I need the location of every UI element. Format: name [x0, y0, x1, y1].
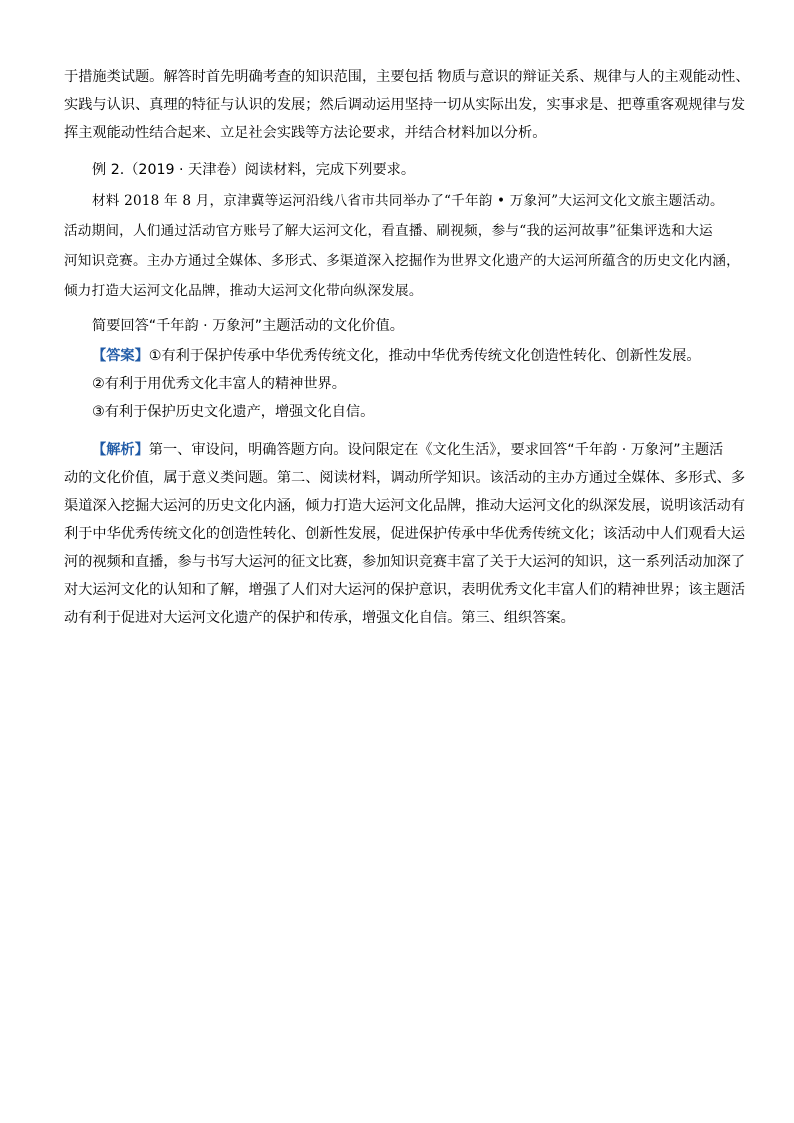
analysis-line: 动的文化价值，属于意义类问题。第二、阅读材料，调动所学知识。该活动的主办方通过全媒体、多形式、多: [64, 470, 746, 486]
example-title: 例 2.（2019 · 天津卷）阅读材料，完成下列要求。: [92, 162, 416, 178]
question-block: [64, 312, 734, 340]
intro-line: 实践与认识、真理的特征与认识的发展；然后调动运用坚持一切从实际出发，实事求是、把尊重客观规律与发: [64, 97, 746, 113]
analysis-block: [64, 436, 746, 632]
answer-block: [64, 342, 734, 426]
analysis-tag: 【解析】: [92, 442, 149, 458]
question-text: 简要回答“千年韵 · 万象河”主题活动的文化价值。: [92, 318, 404, 334]
material-line: 倾力打造大运河文化品牌，推动大运河文化带向纵深发展。: [64, 283, 423, 299]
analysis-line: 河的视频和直播，参与书写大运河的征文比赛，参加知识竞赛丰富了关于大运河的知识，这一系列活动加深了: [64, 554, 746, 570]
material-line: 河知识竞赛。主办方通过全媒体、多形式、多渠道深入挖掘作为世界文化遗产的大运河所蕴含的历史文化内涵，: [64, 253, 740, 269]
answer-tag: 【答案】: [92, 348, 149, 364]
intro-line: 于措施类试题。解答时首先明确考查的知识范围，主要包括 物质与意识的辩证关系、规律与人的主观能动性、: [64, 69, 750, 85]
answer-item: ②有利于用优秀文化丰富人的精神世界。: [92, 376, 346, 392]
answer-line: [64, 342, 734, 370]
analysis-line: [64, 436, 734, 464]
analysis-line: 利于中华优秀传统文化的创造性转化、创新性发展，促进保护传承中华优秀传统文化；该活动中人们观看大运: [64, 526, 746, 542]
material-line: 活动期间，人们通过活动官方账号了解大运河文化，看直播、刷视频，参与“我的运河故事”征集评选和大运: [64, 223, 713, 239]
analysis-line: 对大运河文化的认知和了解，增强了人们对大运河的保护意识，表明优秀文化丰富人们的精神世界；该主题活: [64, 582, 746, 598]
answer-item: ③有利于保护历史文化遗产，增强文化自信。: [92, 404, 375, 420]
answer-item: ①有利于保护传承中华优秀传统文化，推动中华优秀传统文化创造性转化、创新性发展。: [148, 348, 701, 364]
example-heading: [64, 156, 734, 184]
analysis-text: 第一、审设问，明确答题方向。设问限定在《文化生活》，要求回答“千年韵 · 万象河”主题活: [148, 442, 724, 458]
intro-line: 挥主观能动性结合起来、立足社会实践等方法论要求，并结合材料加以分析。: [64, 125, 547, 141]
material-line: 材料 2018 年 8 月，京津冀等运河沿线八省市共同举办了“千年韵 • 万象河”大运河文化文旅主题活动。: [92, 193, 724, 209]
intro-paragraph: [64, 63, 750, 147]
analysis-line: 动有利于促进对大运河文化遗产的保护和传承，增强文化自信。第三、组织答案。: [64, 610, 575, 626]
material-paragraph: [64, 186, 740, 306]
analysis-line: 渠道深入挖掘大运河的历史文化内涵，倾力打造大运河文化品牌，推动大运河文化的纵深发展，说明该活动有: [64, 498, 746, 514]
